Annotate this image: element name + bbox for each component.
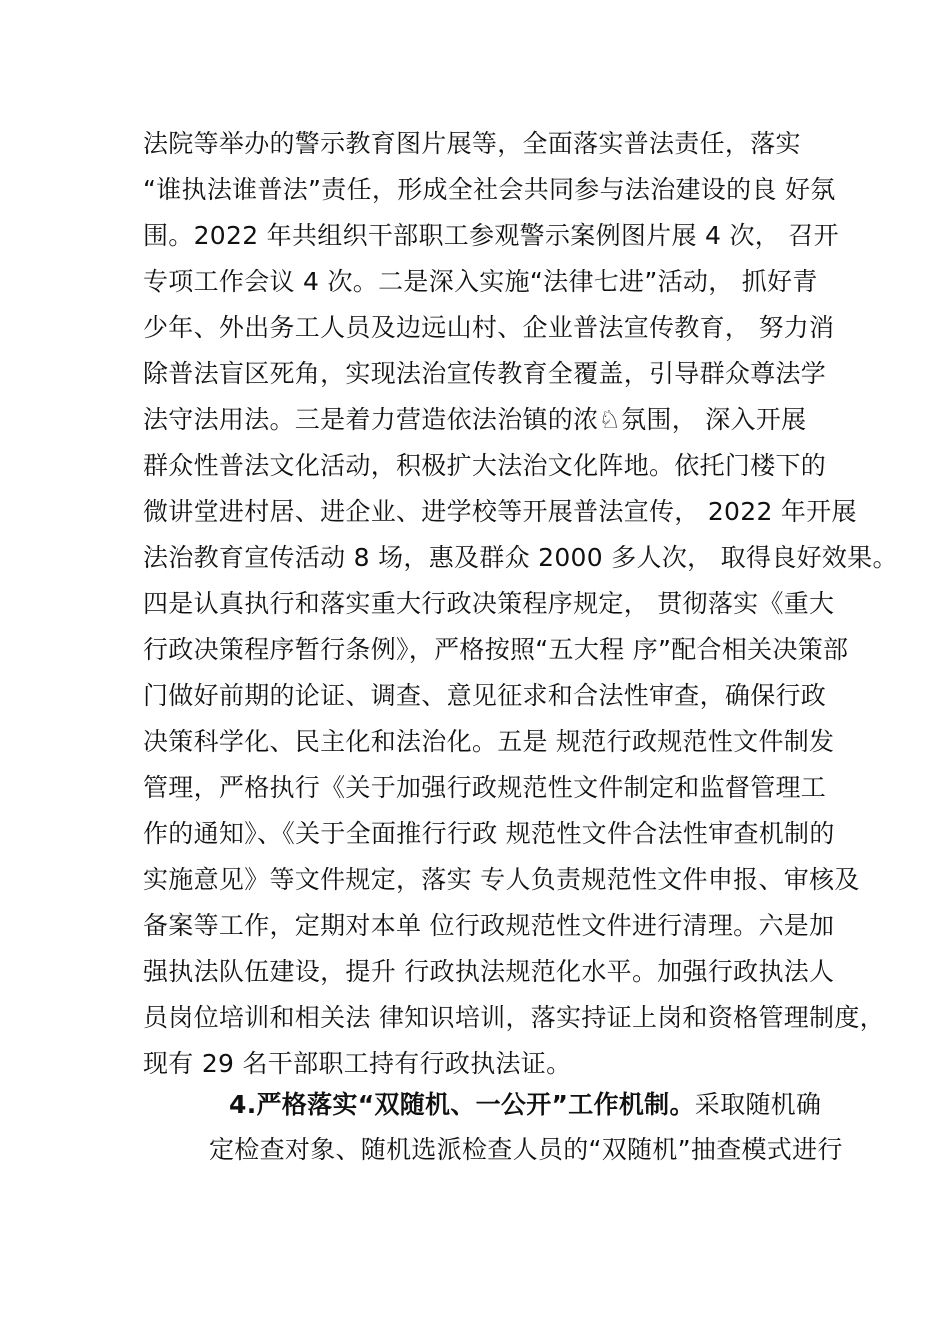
body-text-line: 员岗位培训和相关法 律知识培训，落实持证上岗和资格管理制度， bbox=[143, 1003, 885, 1032]
section-4-text: 采取随机确 bbox=[694, 1090, 822, 1119]
body-text-line: 专项工作会议 4 次。二是深入实施“法律七进”活动， 抓好青 bbox=[143, 267, 818, 296]
body-text-line: 强执法队伍建设，提升 行政执法规范化水平。加强行政执法人 bbox=[143, 957, 835, 986]
body-text-line: 作的通知》、《关于全面推行行政 规范性文件合法性审查机制的 bbox=[143, 819, 835, 848]
body-text-line: 群众性普法文化活动，积极扩大法治文化阵地。依托门楼下的 bbox=[143, 451, 827, 480]
section-4-line bbox=[229, 1082, 821, 1128]
body-text-line: 决策科学化、民主化和法治化。五是 规范行政规范性文件制发 bbox=[143, 727, 835, 756]
body-text-line: 现有 29 名干部职工持有行政执法证。 bbox=[143, 1049, 572, 1078]
body-text-line: 法院等举办的警示教育图片展等，全面落实普法责任，落实 bbox=[143, 129, 801, 158]
body-text-line: 门做好前期的论证、调查、意见征求和合法性审查，确保行政 bbox=[143, 681, 827, 710]
body-text-line: 微讲堂进村居、进企业、进学校等开展普法宣传， 2022 年开展 bbox=[143, 497, 857, 526]
body-text-line: 除普法盲区死角，实现法治宣传教育全覆盖，引导群众尊法学 bbox=[143, 359, 827, 388]
body-text-line: 行政决策程序暂行条例》，严格按照“五大程 序”配合相关决策部 bbox=[143, 635, 849, 664]
body-text-line: 备案等工作，定期对本单 位行政规范性文件进行清理。六是加 bbox=[143, 911, 835, 940]
body-text-line: 法守法用法。三是着力营造依法治镇的浓♘氛围， 深入开展 bbox=[143, 405, 807, 434]
body-text-line: 少年、外出务工人员及边远山村、企业普法宣传教育， 努力消 bbox=[143, 313, 835, 342]
body-text-line: “谁执法谁普法”责任，形成全社会共同参与法治建设的良 好氛 bbox=[143, 175, 836, 204]
body-text-line: 围。2022 年共组织干部职工参观警示案例图片展 4 次， 召开 bbox=[143, 221, 839, 250]
body-text-line: 四是认真执行和落实重大行政决策程序规定， 贯彻落实《重大 bbox=[143, 589, 835, 618]
body-text-line: 实施意见》等文件规定，落实 专人负责规范性文件申报、审核及 bbox=[143, 865, 860, 894]
section-4-heading: 4.严格落实“双随机、一公开”工作机制。 bbox=[229, 1090, 695, 1119]
body-text-line: 定检查对象、随机选派检查人员的“双随机”抽查模式进行 bbox=[209, 1135, 843, 1164]
body-text-line: 管理，严格执行《关于加强行政规范性文件制定和监督管理工 bbox=[143, 773, 827, 802]
body-text-line: 法治教育宣传活动 8 场，惠及群众 2000 多人次， 取得良好效果。 bbox=[143, 543, 898, 572]
